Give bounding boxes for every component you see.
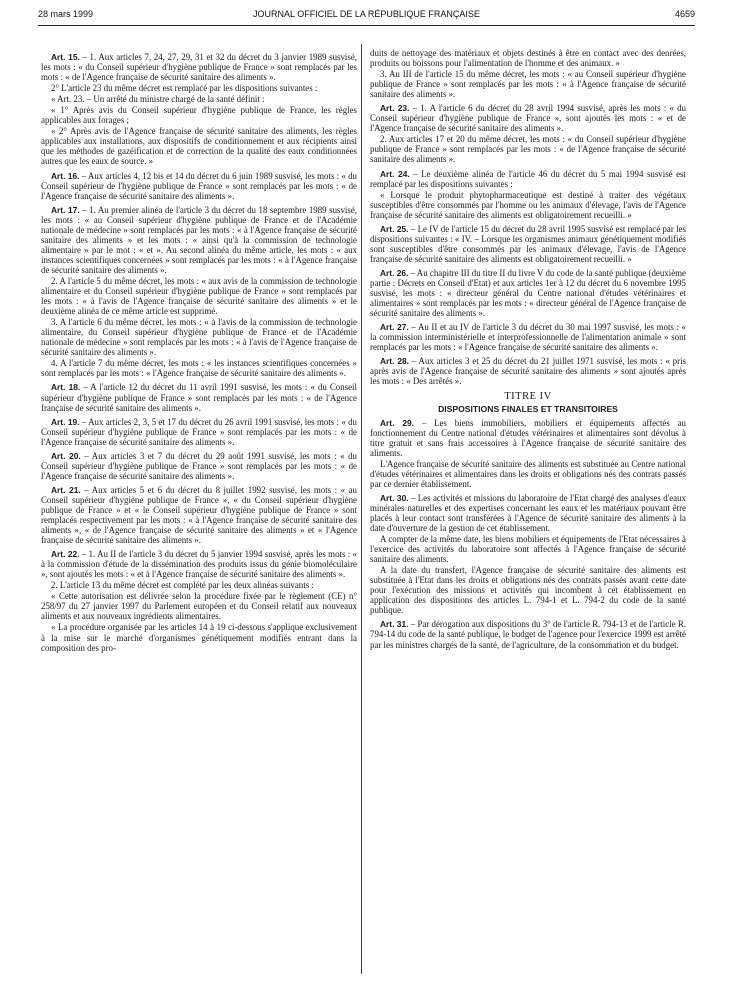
article-number: Art. 17. [51, 204, 80, 215]
paragraph-text: 2. Aux articles 17 et 20 du même décret, les mots : « du Conseil supérieur d'hygiène publique de France » sont remplacés par les mots : « de l'Agence française de sécurité sanitaire des aliments ». [370, 134, 686, 165]
paragraph [370, 103, 686, 133]
paragraph-text: « Lorsque le produit phytopharmaceutique est destiné à traiter des végétaux susceptibles d'être consommés par l'homme ou les animaux d'élevage, l'avis de l'Agence française de sécurité sanitaire des aliments est obligatoirement recueilli. » [370, 189, 686, 220]
paragraph-text: 4. A l'article 7 du même décret, les mots : « les instances scientifiques concernées » sont remplacés par les mots : « l'Agence française de sécurité sanitaire des aliments ». [41, 358, 357, 379]
paragraph [41, 591, 357, 621]
header-rule [38, 25, 695, 26]
paragraph-text: – Au chapitre III du titre II du livre V du code de la santé publique (deuxième partie : Décrets en Conseil d'Etat) et aux articles 1er à 12 du décret du 6 novembre 1995 susvisé, les mots : « directeur général du Centre national d'études vétérinaires et alimentaires » sont remplacés par les mots : « directeur général de l'Agence française de sécurité sanitaire des aliments ». [370, 267, 686, 319]
paragraph [370, 459, 686, 489]
paragraph [41, 105, 357, 125]
paragraph-text: – Par dérogation aux dispositions du 3° de l'article R. 794-13 et de l'article R. 794-14 du code de la santé publique, le budget de l'agence pour l'exercice 1999 est arrêté par les ministres chargés de la santé, de l'agriculture, de la consommation et du budget. [370, 619, 686, 650]
paragraph [370, 190, 686, 220]
page-header [38, 9, 695, 23]
right-column-articles [370, 48, 686, 386]
paragraph-text: A compter de la même date, les biens mobiliers et équipements de l'Etat nécessaires à l'exercice des activités du laboratoire sont affectés à l'Agence française de sécurité sanitaire des aliments. [370, 534, 686, 565]
paragraph [41, 382, 357, 412]
section-title: TITRE IV [504, 391, 552, 403]
right-column [370, 48, 686, 651]
issue-date: 28 mars 1999 [38, 9, 94, 19]
paragraph-text: – Le deuxième alinéa de l'article 46 du décret du 5 mai 1994 susvisé est remplacé par les dispositions suivantes : [370, 168, 686, 189]
paragraph-text: – 1. A l'article 6 du décret du 28 avril 1994 susvisé, après les mots : « du Conseil supérieur d'hygiène publique de France », sont ajoutés les mots : « et de l'Agence française de sécurité sanitaire des aliments ». [370, 103, 686, 134]
paragraph [370, 356, 686, 386]
paragraph-text: 2. A l'article 5 du même décret, les mots : « aux avis de la commission de technologie alimentaire et du Conseil supérieur d'hygiène publique de France » sont remplacés par les mots : « à l'avis de l'Agence française de sécurité sanitaire des aliments » et le deuxième alinéa de ce même article est supprimé. [41, 275, 357, 317]
paragraph [41, 417, 357, 447]
paragraph-text: – Aux articles 4, 12 bis et 14 du décret du 6 juin 1989 susvisé, les mots : « du Conseil supérieur de l'hygiène publique de France » sont remplacés par les mots : « de l'Agence française de sécurité sanitaire des aliments ». [41, 170, 357, 201]
paragraph [370, 69, 686, 99]
paragraph-text: 2. L'article 13 du même décret est complété par les deux alinéas suivants : [51, 580, 314, 591]
article-number: Art. 15. [51, 52, 80, 62]
article-number: Art. 31. [380, 619, 409, 630]
paragraph [41, 94, 357, 104]
article-number: Art. 26. [380, 267, 409, 278]
paragraph-text: – Aux articles 5 et 6 du décret du 8 juillet 1992 susvisé, les mots : « au Conseil supérieur d'hygiène publique de France », « du Conseil supérieur d'hygiène publique de France » et « le Conseil supérieur d'hygiène publique de France » sont remplacés respectivement par les mots : « à l'Agence française de sécurité sanitaire des aliments », « de l'Agence française de sécurité sanitaire des aliments » et « l'Agence française de sécurité sanitaire des aliments ». [41, 484, 357, 546]
article-number: Art. 22. [51, 549, 80, 560]
article-number: Art. 28. [380, 356, 409, 367]
page-number: 4659 [674, 9, 695, 19]
paragraph [41, 549, 357, 579]
article-number: Art. 20. [51, 450, 81, 461]
column-divider [361, 44, 362, 974]
paragraph [370, 268, 686, 318]
paragraph [370, 134, 686, 164]
journal-title: JOURNAL OFFICIEL DE LA RÉPUBLIQUE FRANÇAISE [253, 9, 480, 19]
article-number: Art. 16. [51, 170, 80, 181]
paragraph [41, 126, 357, 166]
paragraph-text: « 1° Après avis du Conseil supérieur d'hygiène publique de France, les règles applicables aux forages ; [41, 105, 357, 126]
paragraph-text: – Au II et au IV de l'article 3 du décret du 30 mai 1997 susvisé, les mots : « la commission interministérielle et interprofessionnelle de l'alimentation animale » sont remplacés par les mots : « l'Agence française de sécurité sanitaire des aliments ». [370, 322, 686, 353]
paragraph-text: « Art. 23. – Un arrêté du ministre chargé de la santé définit : [51, 94, 265, 105]
paragraph [41, 580, 357, 590]
paragraph [370, 565, 686, 615]
paragraph [41, 205, 357, 275]
paragraph-text: – 1. Au II de l'article 3 du décret du 5 janvier 1994 susvisé, après les mots : « à la commission d'étude de la dissémination des produits issus du génie biomoléculaire », sont ajoutés les mots : « et à l'Agence française de sécurité sanitaire des aliments ». [41, 549, 357, 580]
article-number: Art. 24. [380, 168, 410, 179]
article-number: Art. 29. [380, 417, 414, 428]
article-number: Art. 25. [380, 223, 409, 234]
paragraph-text: – Les activités et missions du laboratoire de l'Etat chargé des analyses d'eaux minérales naturelles et des expertises concernant les eaux et les matériaux pouvant être placés à leur contact sont transférées à l'Agence de sécurité sanitaire des aliments à la date d'ouverture de la gestion de cet établissement. [370, 492, 686, 534]
paragraph [370, 169, 686, 189]
article-number: Art. 27. [380, 322, 409, 333]
paragraph-text: – Aux articles 3 et 7 du décret du 29 août 1991 susvisé, les mots : « du Conseil supérieur d'hygiène publique de France » sont remplacés par les mots : « de l'Agence française de sécurité sanitaire des aliments ». [41, 450, 357, 481]
paragraph [370, 48, 686, 68]
paragraph-text: « Cette autorisation est délivrée selon la procédure fixée par le règlement (CE) n° 258/97 du 27 janvier 1997 du Parlement européen et du Conseil relatif aux nouveaux aliments et aux nouveaux ingrédients alimentaires. [41, 591, 357, 622]
article-number: Art. 18. [51, 382, 81, 393]
paragraph [370, 322, 686, 352]
paragraph [370, 493, 686, 533]
article-number: Art. 30. [380, 492, 409, 503]
paragraph-text: 3. A l'article 6 du même décret, les mots : « à l'avis de la commission de technologie alimentaire, du Conseil supérieur d'hygiène publique de France et de l'Académie nationale de médecine » sont remplacés par les mots : « à l'avis de l'Agence française de sécurité sanitaire des aliments ». [41, 317, 357, 358]
article-number: Art. 19. [51, 416, 80, 427]
paragraph [41, 276, 357, 316]
paragraph [41, 52, 357, 82]
paragraph [370, 224, 686, 264]
paragraph-text: duits de nettoyage des matériaux et objets destinés à être en contact avec des denrées, produits ou boissons pour l'alimentation de l'homme et des animaux. » [370, 48, 686, 69]
paragraph-text: 3. Au III de l'article 15 du même décret, les mots : « au Conseil supérieur d'hygiène publique de France » sont remplacés par les mots : « à l'Agence française de sécurité sanitaire des aliments ». [370, 69, 686, 100]
paragraph [41, 83, 357, 93]
paragraph [41, 171, 357, 201]
left-column [41, 48, 357, 654]
article-number: Art. 23. [380, 103, 410, 114]
final-provisions [370, 418, 686, 650]
paragraph [41, 485, 357, 545]
paragraph-text: – Aux articles 2, 3, 5 et 17 du décret du 26 avril 1991 susvisé, les mots : « du Conseil supérieur d'hygiène publique de France » sont remplacés par les mots : « de l'Agence française de sécurité sanitaire des aliments ». [41, 416, 357, 447]
paragraph [370, 534, 686, 564]
paragraph-text: – Le IV de l'article 15 du décret du 28 avril 1995 susvisé est remplacé par les dispositions suivantes : « IV. – Lorsque les organismes animaux génétiquement modifiés sont susceptibles d'être consommés par les animaux d'élevage, l'avis de l'Agence française de sécurité sanitaire des aliments est obligatoirement recueilli. » [370, 223, 686, 264]
paragraph-text: L'Agence française de sécurité sanitaire des aliments est substituée au Centre national d'études vétérinaires et alimentaires dans les droits et obligations nés des contrats passés par ce dernier établissement. [370, 458, 686, 489]
section-subtitle: DISPOSITIONS FINALES ET TRANSITOIRES [438, 403, 618, 414]
paragraph-text: – A l'article 12 du décret du 11 avril 1991 susvisé, les mots : « du Conseil supérieur d'hygiène publique de France » sont remplacés par les mots : « de l'Agence française de sécurité sanitaire des aliments ». [41, 382, 357, 413]
paragraph [370, 619, 686, 649]
paragraph-text: – 1. Au premier alinéa de l'article 3 du décret du 18 septembre 1989 susvisé, les mots : « au Conseil supérieur d'hygiène publique de France et de l'Académie nationale de médecine » sont remplacés par les mots : « à l'Agence française de sécurité sanitaire des aliments » et les mots : « ainsi qu'à la commission de technologie alimentaire » par le mot : « et ». Au second alinéa du même article, les mots : « aux instances scientifiques concernées » sont remplacés par les mots : « à l'Agence française de sécurité sanitaire des aliments ». [41, 204, 357, 275]
paragraph [41, 317, 357, 357]
paragraph-text: – Aux articles 3 et 25 du décret du 21 juillet 1971 susvisé, les mots : « pris après avis de l'Agence française de sécurité sanitaire des aliments » sont ajoutés après les mots : « Des arrêtés ». [370, 356, 686, 387]
paragraph-text: « La procédure organisée par les articles 14 à 19 ci-dessous s'applique exclusivement à la mise sur le marché d'organismes génétiquement modifiés entrant dans la composition des pro- [41, 622, 357, 653]
paragraph [41, 358, 357, 378]
paragraph-text: 2° L'article 23 du même décret est remplacé par les dispositions suivantes : [51, 83, 318, 94]
paragraph [41, 622, 357, 652]
paragraph-text: – Les biens immobiliers, mobiliers et équipements affectés au fonctionnement du Centre national d'études vétérinaires et alimentaires sont dévolus à titre gratuit et sans frais accessoires à l'Agence française de sécurité sanitaire des aliments. [370, 417, 686, 458]
article-number: Art. 21. [51, 484, 81, 495]
paragraph-text: – 1. Aux articles 7, 24, 27, 29, 31 et 32 du décret du 3 janvier 1989 susvisé, les mots : « du Conseil supérieur d'hygiène publique de France » sont remplacés par les mots : « de l'Agence française de sécurité sanitaire des aliments ». [41, 52, 357, 83]
paragraph [370, 418, 686, 458]
paragraph-text: A la date du transfert, l'Agence française de sécurité sanitaire des aliments est substituée à l'Etat dans les droits et obligations nés des contrats passés avant cette date pour l'exécution des missions et activités qui incombent à cet établissement en application des dispositions des articles L. 794-1 et L. 794-2 du code de la santé publique. [370, 565, 686, 616]
paragraph [41, 451, 357, 481]
paragraph-text: « 2° Après avis de l'Agence française de sécurité sanitaire des aliments, les règles applicables aux installations, aux dispositifs de conditionnement et aux récipients ainsi que les méthodes de gazéification et de correction de la qualité des eaux conditionnées autres que les eaux de source. » [41, 126, 357, 167]
